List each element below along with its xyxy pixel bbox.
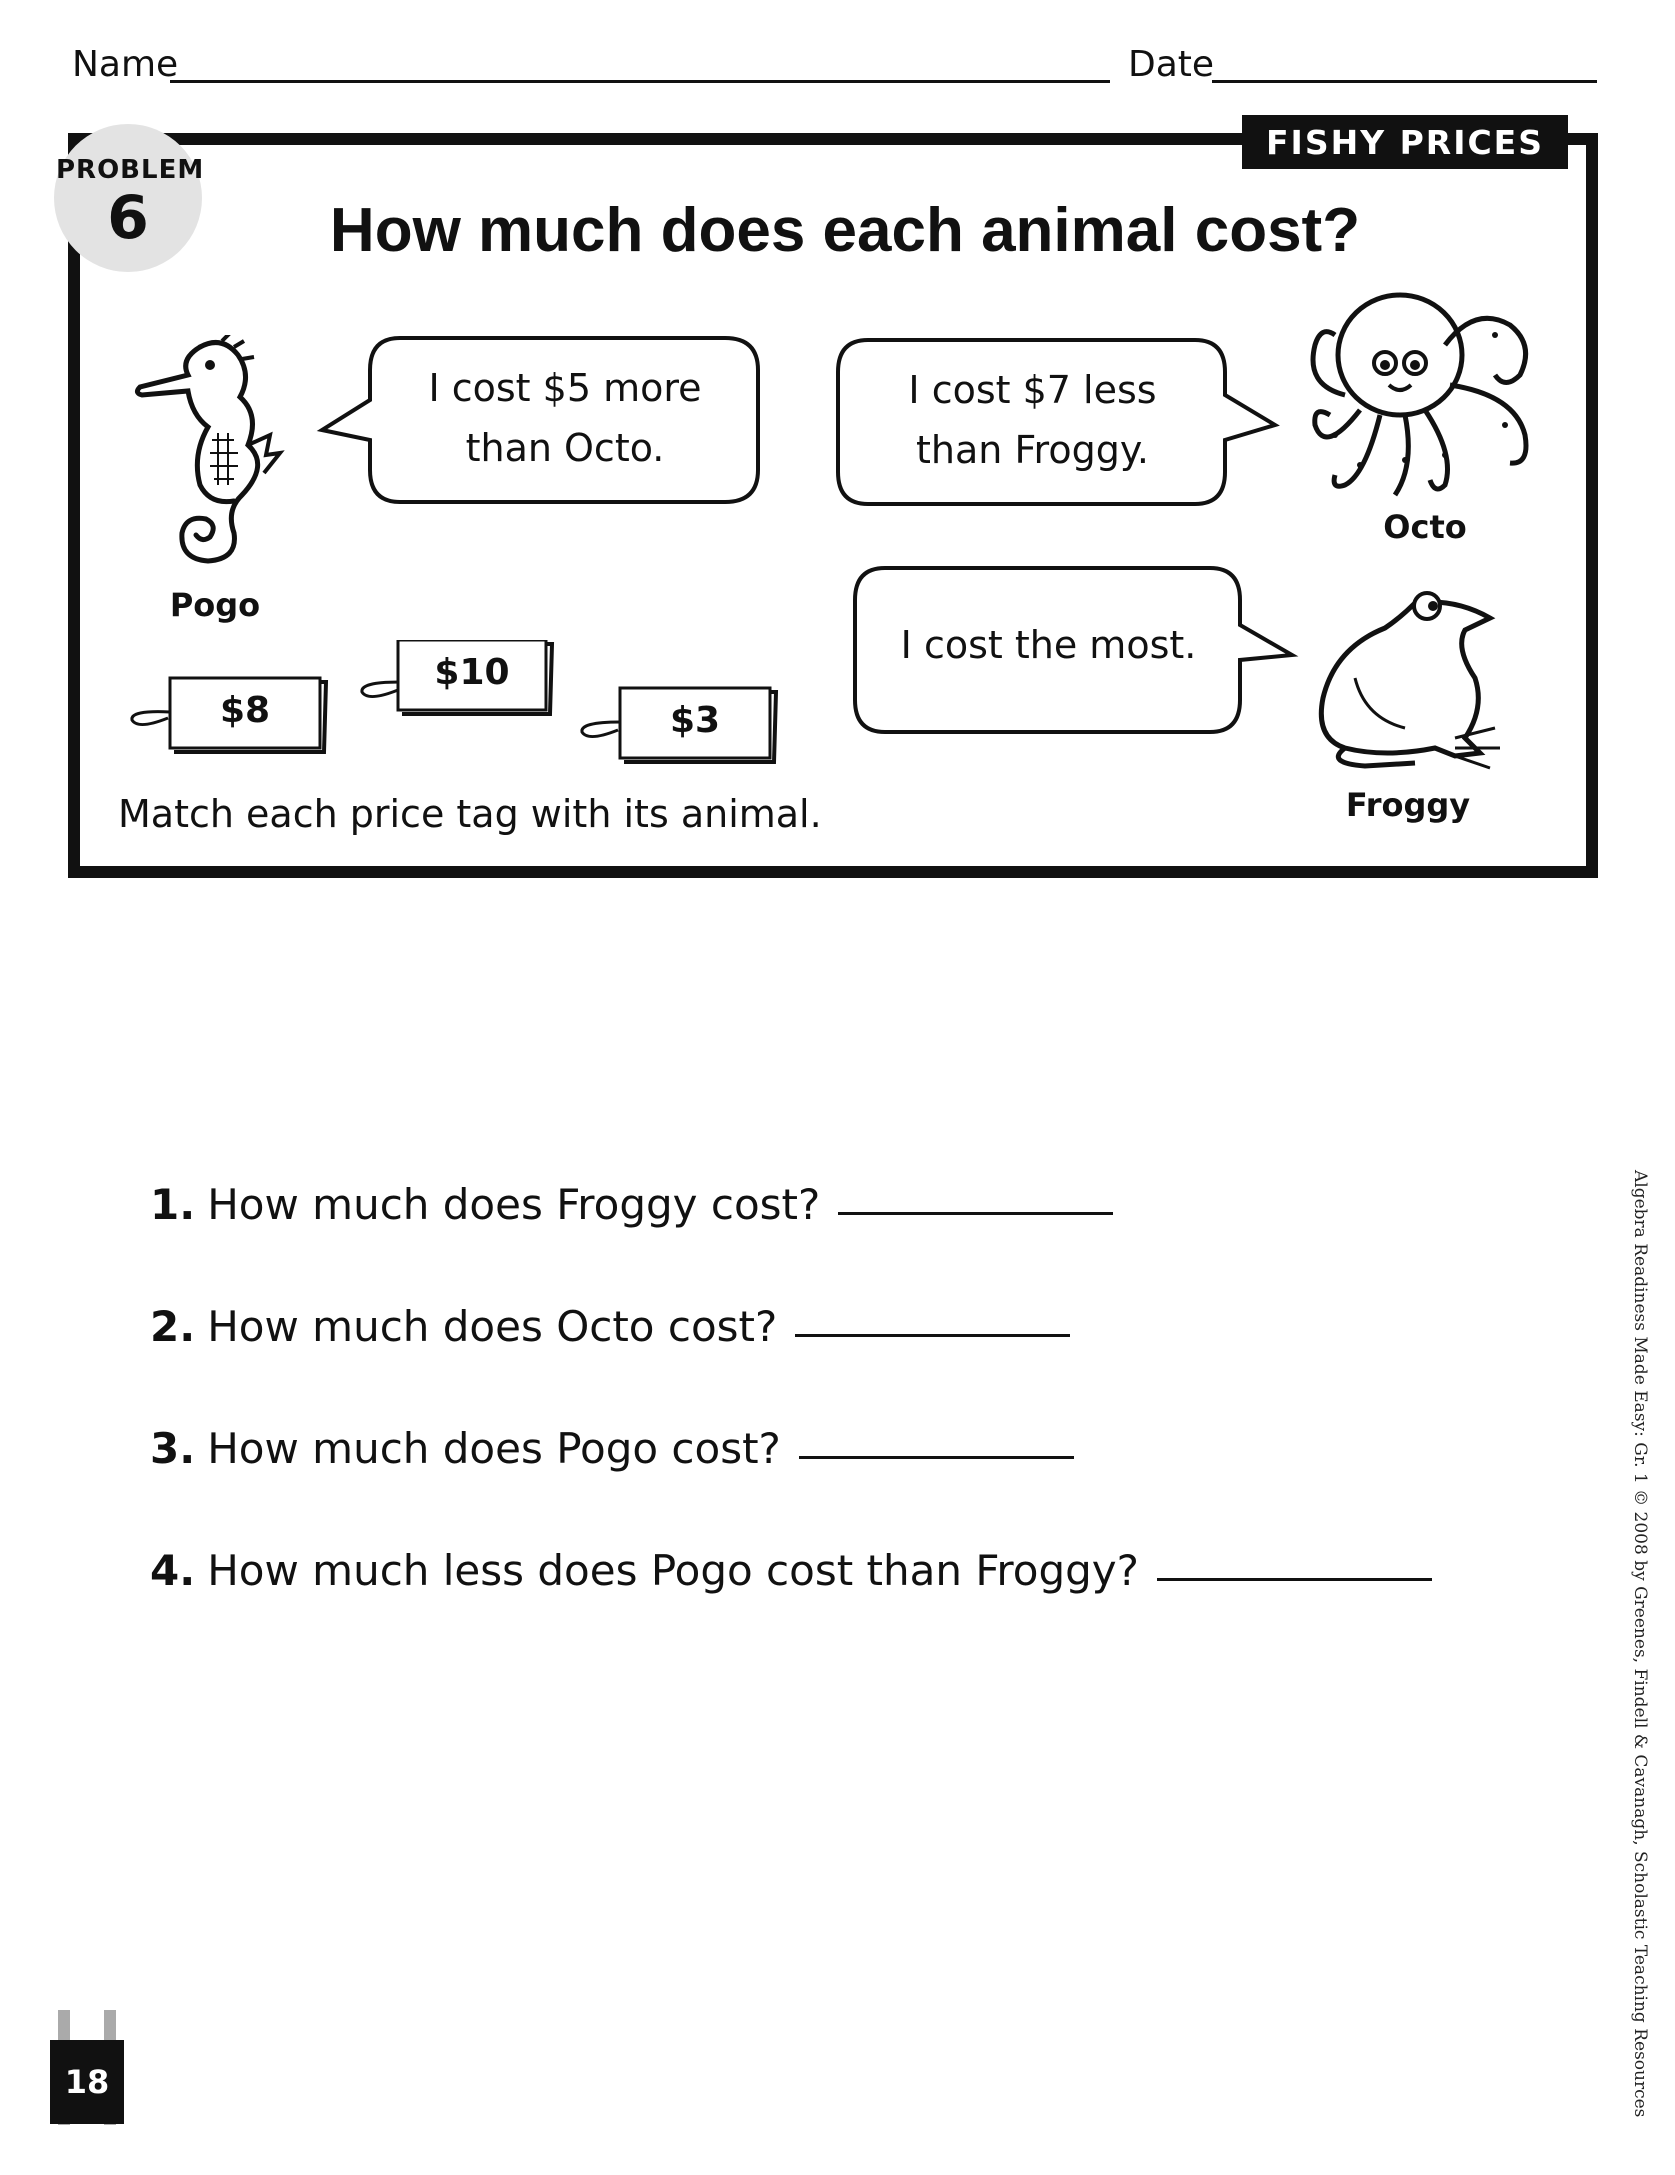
question-text: How much does Froggy cost? [207, 1180, 821, 1229]
credit-text: Algebra Readiness Made Easy: Gr. 1 © 2008 by Greenes, Findell & Cavanagh, Scholastic Teaching Resources [1630, 1170, 1650, 2118]
price-tag-8[interactable]: $8 [219, 690, 271, 731]
answer-blank-3[interactable] [799, 1456, 1074, 1459]
froggy-speech-line-1: I cost the most. [900, 623, 1197, 667]
question-text: How much less does Pogo cost than Froggy? [207, 1546, 1139, 1595]
pogo-speech-line-2: than Octo. [465, 426, 665, 470]
topic-banner: FISHY PRICES [1242, 115, 1568, 169]
pogo-label: Pogo [169, 586, 261, 624]
date-label: Date [1128, 44, 1215, 85]
froggy-label: Froggy [1345, 786, 1471, 824]
question-number: 3. [150, 1424, 196, 1473]
question-3 [150, 1424, 1074, 1473]
octo-speech-line-2: than Froggy. [916, 428, 1149, 472]
answer-blank-2[interactable] [795, 1334, 1070, 1337]
question-4 [150, 1546, 1432, 1595]
question-number: 4. [150, 1546, 196, 1595]
octo-speech-line-1: I cost $7 less [908, 368, 1157, 412]
answer-blank-1[interactable] [838, 1212, 1113, 1215]
page-number: 18 [50, 2040, 124, 2124]
name-label: Name [72, 44, 179, 85]
problem-label: PROBLEM [56, 155, 205, 185]
question-text: How much does Pogo cost? [207, 1424, 781, 1473]
question-number: 1. [150, 1180, 196, 1229]
price-tag-3[interactable]: $3 [669, 700, 721, 741]
seahorse-icon [130, 335, 300, 575]
question-text: How much does Octo cost? [207, 1302, 778, 1351]
price-tag-10[interactable]: $10 [434, 652, 510, 693]
octo-label: Octo [1383, 508, 1467, 546]
octopus-icon [1305, 285, 1555, 500]
frog-icon [1305, 588, 1505, 778]
question-number: 2. [150, 1302, 196, 1351]
problem-number: 6 [107, 183, 149, 253]
question-1 [150, 1180, 1113, 1229]
question-2 [150, 1302, 1070, 1351]
pogo-speech-line-1: I cost $5 more [428, 366, 702, 410]
copyright-credit [1620, 1170, 1658, 2130]
answer-blank-4[interactable] [1157, 1578, 1432, 1581]
problem-title: How much does each animal cost? [329, 196, 1361, 265]
instruction-text: Match each price tag with its animal. [118, 792, 822, 836]
